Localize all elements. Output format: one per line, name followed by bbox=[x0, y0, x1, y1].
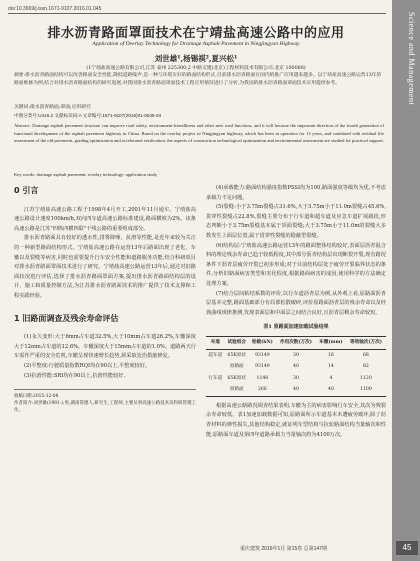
table-cell: 65K原状 bbox=[227, 375, 246, 381]
page-number: 45 bbox=[396, 541, 418, 555]
table-header: 车辙(mm) bbox=[319, 339, 343, 345]
paper-title: 排水沥青路面罩面技术在宁靖盐高速公路中的应用 bbox=[47, 26, 345, 41]
table-cell: 14 bbox=[328, 364, 334, 370]
table-cell: 原路面 bbox=[229, 387, 244, 393]
table-cell: 4 bbox=[329, 375, 333, 381]
table-header: 轮载(kN) bbox=[251, 339, 273, 345]
table-cell: 1148 bbox=[256, 375, 269, 381]
abstract-cn: 摘要:排水沥青路面结构可以改善路面安全性能,降低道路噪声,是一种与环境友好的路面结构形式,目前排水沥青路面在国内的推广应用越来越多。以宁靖盐高速公路运营13年的路面维修为例,结合对排水沥青路面结构的研究进展,对我国排水沥青路面罩面技术工程应用情况进行了分析,为我国的排水沥青路面罩面技术应用提供参考。 bbox=[14, 73, 382, 86]
paragraph: (3)抗滑性能:SRI均在90以上,抗滑性能较好。 bbox=[24, 372, 129, 379]
right-column bbox=[206, 184, 386, 440]
table-cell: 93149 bbox=[255, 352, 270, 358]
journal-footer: 重庆建筑 2016年1月 第15卷 总第147期 bbox=[240, 546, 327, 552]
table-header: 试验组合 bbox=[227, 339, 246, 345]
table-cell: 原路面 bbox=[229, 364, 244, 370]
table-cell: 82 bbox=[363, 364, 369, 370]
table-header: 车道 bbox=[210, 339, 220, 345]
table-cell: 40 bbox=[293, 364, 299, 370]
table-cell: 30 bbox=[293, 352, 299, 358]
table-cell: 40 bbox=[293, 387, 299, 393]
table-cell: 93149 bbox=[255, 364, 270, 370]
paragraph: (1)永久变形:大于6mm占车道32.5%,大于10mm占车道26.2%,车辙深度大于12mm占车道的12.6%。车辙深度大于15mm占车道的1.0%。道路两天行车需作严重的安全危机,车辙呈现快速增长趋势,须采取处治措施修复。 bbox=[14, 334, 196, 360]
table-row bbox=[206, 361, 386, 373]
table-cell: 1120 bbox=[360, 375, 372, 381]
table-header-row bbox=[206, 336, 386, 349]
table-cell: 1100 bbox=[360, 387, 372, 393]
paragraph: (6)结构层:宁靖盐高速公路运营13年的路面整体结构较好,表面层沥青混合料的理论残余寿命已趋于较低程度,其中部分沥青结构层出现断裂开裂,现有路况条件下沥青层疲劳开裂已初步形成;对于目前结构层处于疲劳开裂临界状态的条件,分析旧路面病害类型和劣化程度,根据路面病害的成因,使用科学的方法确定处理方案。 bbox=[206, 242, 386, 287]
journal-sidebar bbox=[392, 0, 420, 561]
authors: 刘世雄¹,杨锡祺²,夏兴松¹ bbox=[154, 54, 238, 63]
table-row bbox=[206, 373, 386, 385]
table-cell: 40 bbox=[328, 387, 334, 393]
table-row bbox=[206, 349, 386, 361]
section-heading-survey: 1 旧路面调查及残余寿命评估 bbox=[14, 313, 119, 323]
table-cell: 16 bbox=[328, 352, 334, 358]
doi-line: doi:10.3969/j.issn.1671-9107.2016.01.045 bbox=[8, 6, 102, 12]
table-cell: 65K原状 bbox=[227, 352, 246, 358]
table-cell: 266 bbox=[257, 387, 267, 393]
table-cell: 超车道 bbox=[208, 352, 223, 358]
paragraph: 排水沥青路面具有较好的透水性,排雾降噪、抗滑等性能,是近年来较为关注的一种新型路面结构形式。宁靖盐高速公路在运营13年后路面出现了老化、车辙以及裂缝等病害,同时也需要提升行车安全性能和道路服务功能,结合科研项目对排水沥青路面罩面技术进行了研究。宁靖盐高速公路运营13年后,通过对旧路面状况进行评估,选择了排水沥青路面罩面方案,提出排水沥青路面结构层的设计、施工和质量控制方法,为江苏排水沥青路面技术的推广提供了技术支撑和工程实践经验。 bbox=[14, 235, 196, 299]
table-cell bbox=[206, 384, 225, 396]
keywords-cn: 关键词:排水沥青路面;罩面;应用研究 bbox=[14, 105, 91, 110]
table-header: 等效轴次(万次) bbox=[349, 339, 382, 345]
table-header: 作用次数(万次) bbox=[280, 339, 312, 345]
table-row bbox=[206, 384, 386, 396]
keywords-en: Key words: drainage asphalt pavement; overlay technology; application study bbox=[14, 172, 158, 177]
paper-title-en: Application of Overlay Technology for Drainage Asphalt Pavement in Ningjingyan Highway bbox=[92, 41, 300, 47]
sidebar-journal-name: Science and Management bbox=[407, 12, 416, 106]
paragraph: 江苏宁靖盐高速公路工程于1998年4月开工,2001年11月通车。宁靖盐高速公路设计速度100km/h,双向四车道高速公路标准建设,路面横坡为2%。该条高速公路是江苏"四纵四横四联"干线公路的重要组成部分。 bbox=[14, 206, 196, 232]
paragraph: (5)裂缝:小于3.75m裂缝占31.6%,大于3.75m小于11.0m裂缝占45.6%,贯穿性裂缝占22.8%,裂缝主要分布于行车道和超车道及应急车道扩展路段,形态判断小于3.75m裂缝基本属于顶面裂缝;大于3.75m小于11.0m的裂缝大多数发生上面层位置,属于贯穿性裂缝的隐蔽型裂缝。 bbox=[206, 204, 386, 239]
table-cell: 68 bbox=[363, 352, 369, 358]
results-table bbox=[206, 336, 386, 397]
top-rule bbox=[8, 13, 386, 14]
paragraph: (2)平整度:行驶质量指数RQI均在90以上,平整度较好。 bbox=[24, 362, 151, 369]
paragraph: 根据高速公路路况调查结果表明,车辙为主的病害影响行车安全,其次为残裂余寿命较低。表1加速加载数据可知,原路面所示车道基本未遭疲劳破坏,除了沥青材料的弹性损失,其他结构稳定,就证明车型结构与抗轮路面结构当量轴次和性能,原路面车道及第四年道路承载力当量轴次约为4100万次。 bbox=[206, 402, 386, 438]
table-cell: 30 bbox=[293, 375, 299, 381]
section-heading-intro: 0 引言 bbox=[14, 186, 39, 195]
abstract-en: Abstract: Drainage asphalt pavement structure can improve road safety, environment-friendliness and other new road functions, and it will become the important direction of the fourth generation of functional development of the asphalt pavement highway in China. Based on the overlay project of Ningjingyan highway, which has been in operation for 13 years, and combined with residual life assessment of the old pavement, grading optimization and accelerated verification, the aspects of construction technological optimization and environmental assessment are studied for practical support. bbox=[14, 123, 384, 144]
paragraph: (4)承载能力:路面结构强度指数PSSI均为100,路面强度等级均为优,不考虑承载力不足问题。 bbox=[206, 185, 386, 201]
table-cell bbox=[206, 361, 225, 373]
left-column bbox=[14, 184, 196, 414]
footnote: 收稿日期:2015-12-08 作者简介:刘世雄(1981-),男,湖南常德人,研究生,工程师,主要从事高速公路技术及科研管理工作。 bbox=[14, 389, 196, 414]
table-cell: 行车道 bbox=[208, 375, 223, 381]
classification-line: 中图分类号:U416.2 文献标识码:A 文章编号:1671-9107(2016)01-0045-04 bbox=[14, 113, 162, 118]
table-caption: 表1 原路面加速加载试验结果 bbox=[263, 324, 329, 331]
paragraph: (7)结合层间粘结系数的评价,以行车道沥青层为例,从外观上看,原路面沥青层基本完整,路面基础部分有局部松散破碎,评价原路面沥青层的残余寿命以及经典曲线规律推测,发现表面层和中面层之间结合良好,且沥青层剩余寿命较短。 bbox=[206, 290, 386, 316]
affiliation: (1宁靖盐高速公路有限公司,江苏 泰州 225300;2 中路交建(北京)工程材料技术有限公司,北京 100088) bbox=[86, 66, 306, 71]
